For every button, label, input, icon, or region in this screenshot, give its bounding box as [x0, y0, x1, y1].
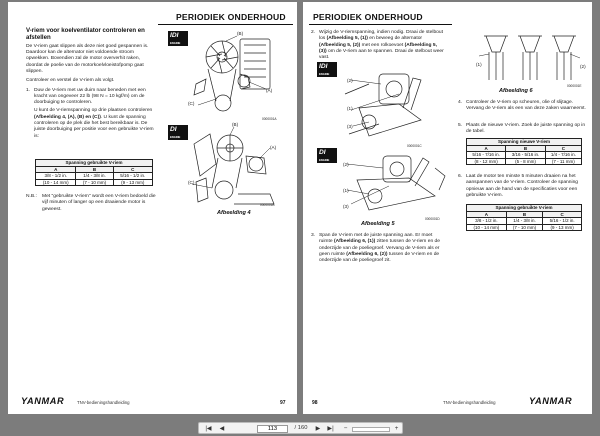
callout-a: (A) — [270, 145, 277, 150]
table-cell: (8 - 12 mm) — [467, 158, 506, 165]
step-5-text: Plaats de nieuwe V-riem. Zoek de juiste spanning op in de tabel. — [466, 123, 586, 135]
figure-code: 0000001E — [567, 84, 582, 88]
page-header: PERIODIEK ONDERHOUD — [313, 12, 423, 22]
table-header: A — [467, 145, 506, 152]
figure-caption: Afbeelding 4 — [217, 210, 251, 216]
table-title: Spanning gebruikte V-riem — [36, 160, 153, 167]
figure-code: 0000001D — [425, 217, 440, 221]
new-belt-tension-table — [466, 138, 582, 165]
step-3 — [311, 233, 445, 264]
table-cell: (9 - 13 mm) — [113, 179, 152, 186]
di-engine-badge: DI ENGINE — [317, 148, 337, 163]
step-2 — [311, 30, 445, 61]
callout-2: (2) — [580, 64, 586, 69]
table-cell: (9 - 13 mm) — [543, 224, 582, 231]
table-cell: 1/4 - 3/8 in. — [76, 173, 113, 180]
table-cell: 5/16 - 1/2 in. — [543, 218, 582, 225]
callout-c: (C) — [188, 180, 195, 185]
step-number: 3. — [311, 233, 316, 238]
text-column — [26, 27, 156, 140]
callout-b: (B) — [237, 31, 244, 36]
table-cell: (7 - 10 mm) — [76, 179, 113, 186]
alternator-adjustment-illustration-di — [339, 150, 449, 220]
step-3-text: Span de V-riem met de juiste spanning aan. Er moet ruimte (Afbeelding 6, (1)) zitten tussen de V-riem en de onderzijde van de poeliegroef. Vervang de V-riem als er geen ruimte (Afbeelding 6, (2)) tussen de V-riem en de onderzijde van de poeliegroef zit. — [319, 233, 440, 264]
table-header: B — [506, 211, 542, 218]
intro-paragraph: De V-riem gaat slippen als deze niet goed gespannen is. Daardoor kan de alternator niet voldoende stroom opwekken. Bovendien zal de motor oververhit raken, doordat de poelie van de motorkoelvloeistofpomp gaat slippen. — [26, 43, 149, 74]
page-number-input[interactable] — [257, 425, 288, 433]
idi-engine-badge: IDI ENGINE — [168, 31, 188, 46]
section-title: V-riem voor koelventilator controleren en afstellen — [26, 27, 145, 42]
table-title: Spanning gebruikte V-riem — [467, 205, 582, 212]
table-cell: 5/16 - 1/2 in. — [113, 173, 152, 180]
last-page-button[interactable]: ▶| — [327, 425, 334, 432]
callout-2: (2) — [347, 78, 353, 83]
header-rule — [309, 24, 452, 25]
page-number: 98 — [312, 400, 318, 406]
figure-code: 0000001C — [407, 144, 422, 148]
table-cell: (7 - 11 mm) — [545, 158, 581, 165]
table-cell: 1/4 - 3/8 in. — [506, 218, 542, 225]
figure-code: 0000001A — [262, 117, 277, 121]
step-4 — [458, 100, 588, 113]
table-cell: (7 - 10 mm) — [506, 224, 542, 231]
footer-title: TNV-bedieningshandleiding — [77, 400, 130, 405]
yanmar-logo: YANMAR — [529, 396, 573, 406]
yanmar-logo: YANMAR — [21, 396, 65, 406]
step-1 — [26, 88, 156, 140]
table-header: B — [76, 166, 113, 173]
figure-caption: Afbeelding 5 — [361, 221, 395, 227]
table-header: A — [467, 211, 507, 218]
table-cell: 5/16 - 7/16 in. — [467, 152, 506, 159]
zoom-in-button[interactable]: + — [394, 425, 399, 432]
callout-a: (A) — [266, 88, 273, 93]
footer-title: TNV-bedieningshandleiding — [443, 400, 496, 405]
viewer-toolbar — [198, 422, 403, 434]
step-4-text: Controleer de V-riem op scheuren, olie of slijtage. Vervang de V-riem als een van deze zaken waarneemt. — [466, 100, 586, 112]
table-header: C — [543, 211, 582, 218]
callout-3: (3) — [347, 124, 353, 129]
document-page-right — [303, 2, 592, 414]
table-cell: (5 - 8 mm) — [506, 158, 545, 165]
step-number: 4. — [458, 100, 463, 105]
idi-engine-badge: IDI ENGINE — [317, 62, 337, 77]
document-page-left — [8, 2, 297, 414]
table-cell: 3/8 - 1/2 in. — [36, 173, 76, 180]
page-header: PERIODIEK ONDERHOUD — [176, 12, 286, 22]
nb-text: Met "gebruikte V-riem" wordt een V-riem bedoeld die vijf minuten of langer op een draaiende motor is geweest. — [42, 194, 156, 212]
table-header: A — [36, 166, 76, 173]
control-paragraph: Controleer en verstel de V-riem als volgt. — [26, 78, 115, 84]
di-engine-badge: DI ENGINE — [168, 125, 188, 140]
callout-2: (2) — [343, 162, 349, 167]
zoom-slider[interactable] — [352, 427, 390, 432]
table-title: Spanning nieuwe V-riem — [467, 139, 582, 146]
step-number: 6. — [458, 174, 463, 179]
engine-fan-belt-illustration-di — [186, 124, 281, 210]
engine-fan-belt-illustration-idi — [186, 29, 281, 119]
used-belt-tension-table — [35, 159, 153, 186]
table-cell: 3/16 - 5/16 in. — [506, 152, 545, 159]
nb-note — [26, 194, 156, 213]
step-number: 5. — [458, 123, 463, 128]
table-cell: 1/4 - 7/16 in. — [545, 152, 581, 159]
first-page-button[interactable]: |◀ — [205, 425, 212, 432]
figure-code: 0000001B — [260, 203, 275, 207]
zoom-out-button[interactable]: − — [343, 425, 348, 432]
header-rule — [158, 24, 293, 25]
page-total: / 160 — [294, 425, 308, 431]
page-number: 97 — [280, 400, 286, 406]
callout-1: (1) — [343, 188, 349, 193]
step-number: 2. — [311, 30, 316, 35]
previous-page-button[interactable]: ◀ — [219, 425, 225, 432]
step-number: 1. — [26, 87, 31, 93]
step-1-note: U kunt de V-riemspanning op drie plaatsen controleren (Afbeelding 4, (A), (B) en (C)). U kunt de spanning controleren op de plek die het best bereikbaar is. De juiste doorbuiging per positie voor een gebruikte V-riem is: — [34, 108, 154, 139]
nb-label: N.B.: — [26, 194, 37, 199]
callout-b: (B) — [232, 122, 239, 127]
table-cell: (10 - 14 mm) — [467, 224, 507, 231]
table-header: B — [506, 145, 545, 152]
table-cell: (10 - 14 mm) — [36, 179, 76, 186]
next-page-button[interactable]: ▶ — [315, 425, 321, 432]
step-5 — [458, 123, 588, 136]
callout-c: (C) — [188, 101, 195, 106]
step-6 — [458, 174, 588, 199]
table-cell: 3/8 - 1/2 in. — [467, 218, 507, 225]
step-6-text: Laat de motor ten minste 5 minuten draaien na het aanspannen van de V-riem. Controleer de spanning opnieuw aan de hand van de specificaties voor een gebruikte V-riem. — [466, 174, 579, 198]
v-belt-groove-illustration — [476, 30, 588, 86]
figure-caption: Afbeelding 6 — [499, 88, 533, 94]
alternator-adjustment-illustration-idi — [339, 64, 439, 148]
callout-1: (1) — [347, 106, 353, 111]
callout-1: (1) — [476, 62, 482, 67]
step-1-text: Duw de V-riem met uw duim naar beneden met een kracht van ongeveer 22 lb (98 N = 10 kgf/m) om de doorbuiging te controleren. — [34, 87, 146, 106]
table-header: C — [113, 166, 152, 173]
step-2-text: Wijzig de V-riemspanning, indien nodig. Draai de stelbout los (Afbeelding 5, (1)) en beweeg de alternator (Afbeelding 5, (2)) met een rolkoevoet (Afbeelding 5, (3)) om de V-riem aan te spannen. Draai de stelbout weer vast. — [319, 30, 444, 61]
callout-3: (3) — [343, 204, 349, 209]
used-belt-tension-table — [466, 204, 582, 231]
table-header: C — [545, 145, 581, 152]
